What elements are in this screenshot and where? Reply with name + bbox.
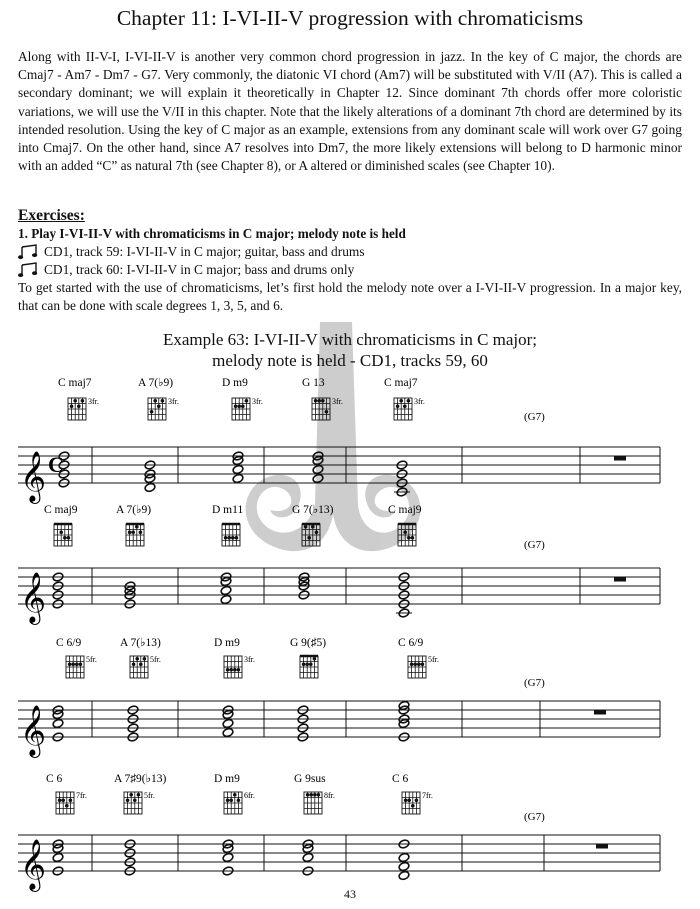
diagram-dot [314,399,318,403]
diagram-dot [139,662,143,666]
diagram-dot [69,798,73,802]
diagram-dot [237,404,241,408]
treble-clef: 𝄞 [20,706,47,755]
diagram-dot [407,536,411,540]
end-chord-label: (G7) [524,677,545,689]
fret-label: 3fr. [252,397,263,406]
chord-symbol: G 9(♯5) [290,637,327,649]
cd-track-text: CD1, track 60: I-VI-II-V in C major; bass and drums only [44,262,355,277]
diagram-dot [139,530,143,534]
diagram-dot [65,804,69,808]
diagram-dot [245,399,249,403]
diagram-dot [411,804,415,808]
diagram-dot [325,410,329,414]
whole-note [222,727,234,737]
diagram-dot [403,530,407,534]
diagram-dot [421,662,425,666]
example-title-line: melody note is held - CD1, tracks 59, 60 [212,351,488,370]
whole-note [220,585,232,595]
chord-symbol: D m9 [222,377,248,389]
end-chord-label: (G7) [524,411,545,423]
diagram-dot [411,536,415,540]
diagram-dot [241,404,245,408]
chord-symbol: C 6 [392,773,409,785]
chord-symbol: A 7(♭9) [138,377,174,389]
diagram-dot [71,662,75,666]
diagram-dot [157,404,161,408]
time-signature: C [48,452,64,477]
chord-symbol: C maj9 [44,504,78,516]
diagram-dot [132,662,136,666]
diagram-dot [77,404,81,408]
chord-symbol: C 6 [46,773,63,785]
fret-label: 3fr. [332,397,343,406]
whole-rest [596,844,608,849]
whole-note [398,861,410,871]
diagram-dot [306,793,310,797]
diagram-dot [231,536,235,540]
diagram-dot [305,662,309,666]
whole-note [232,464,244,474]
fret-label: 7fr. [76,791,87,800]
intro-text: Along with II-V-I, I-VI-II-V is another very common chord progression in jazz. In the key of C major, the chords are Cmaj7 - Am7 - Dm7 - G7. Very commonly, the diatonic VI chord (Am7) will be substituted with V/II (A7). This is called a secondary dominant; we will explain it theoretically in Chapter 12. Since dominant 7th chords offer more coloristic variations, we will use the V/II in this chapter. Note that the likely alterations of a dominant 7th chord are determined by its intended resolution. Using the key of C major as an example, extensions from any dominant scale will work over G7 going into Cmaj7. On the other hand, since A7 resolves into Dm7, the more likely extensions will belong to D harmonic minor with an added “C” as natural 7th (see Chapter 8), or A altered or diminished scales (see Chapter 10). [18,49,682,174]
exercises-heading: Exercises: [18,207,85,224]
fret-label: 3fr. [168,397,179,406]
whole-note [398,852,410,862]
diagram-dot [226,668,230,672]
example-title-line: Example 63: I-VI-II-V with chromaticisms in C major; [162,330,538,349]
chord-symbol: C maj7 [58,377,92,389]
diagram-dot [404,798,408,802]
diagram-dot [403,404,407,408]
diagram-dot [317,793,321,797]
whole-note [220,594,232,604]
whole-note [398,870,410,880]
diagram-dot [58,798,62,802]
page-title: Chapter 11: I-VI-II-V progression with chromaticisms [116,6,584,30]
diagram-dot [229,668,233,672]
treble-clef: 𝄞 [20,452,47,501]
whole-rest [594,710,606,715]
chord-symbol: D m9 [214,637,240,649]
diagram-dot [68,662,72,666]
diagram-dot [70,404,74,408]
diagram-dot [407,798,411,802]
end-chord-label: (G7) [524,811,545,823]
diagram-dot [63,536,67,540]
diagram-dot [307,536,311,540]
diagram-dot [81,399,85,403]
end-chord-label: (G7) [524,539,545,551]
whole-note [52,852,64,862]
fret-label: 3fr. [244,655,255,664]
whole-note [222,852,234,862]
chord-symbol: A 7♯9(♭13) [114,773,167,785]
diagram-dot [73,399,77,403]
whole-rest [614,456,626,461]
diagram-dot [229,798,233,802]
diagram-dot [413,662,417,666]
chord-symbol: C 6/9 [56,637,82,649]
diagram-dot [315,530,319,534]
treble-clef: 𝄞 [20,840,47,889]
diagram-dot [161,399,165,403]
chord-symbol: G 7(♭13) [292,504,334,516]
fret-label: 3fr. [414,397,425,406]
fret-label: 3fr. [88,397,99,406]
example-title [0,329,700,371]
diagram-dot [415,798,419,802]
cd-track-text: CD1, track 59: I-VI-II-V in C major; guitar, bass and drums [44,244,365,259]
whole-rest [614,577,626,582]
diagram-dot [59,530,63,534]
diagram-dot [133,798,137,802]
chord-symbol: C 6/9 [398,637,424,649]
diagram-dot [129,793,133,797]
diagram-dot [143,657,147,661]
diagram-dot [135,657,139,661]
whole-note [232,473,244,483]
diagram-dot [153,399,157,403]
diagram-dot [126,798,130,802]
diagram-dot [137,793,141,797]
diagram-dot [321,399,325,403]
diagram-dot [135,525,139,529]
diagram-dot [396,404,400,408]
diagram-dot [61,798,65,802]
diagram-dot [131,530,135,534]
diagram-dot [313,657,317,661]
diagram-dot [67,536,71,540]
diagram-dot [313,793,317,797]
diagram-dot [235,536,239,540]
fret-label: 5fr. [86,655,97,664]
chord-symbol: G 13 [302,377,325,389]
diagram-dot [399,399,403,403]
diagram-dot [237,668,241,672]
diagram-dot [309,662,313,666]
fret-label: 5fr. [144,791,155,800]
diagram-dot [317,399,321,403]
whole-note [222,718,234,728]
diagram-dot [237,798,241,802]
diagram-dot [410,662,414,666]
diagram-dot [233,668,237,672]
diagram-dot [311,525,315,529]
chord-symbol: D m11 [212,504,244,516]
fret-label: 7fr. [422,791,433,800]
treble-clef: 𝄞 [20,573,47,622]
diagram-dot [233,793,237,797]
chord-symbol: D m9 [214,773,240,785]
diagram-dot [227,536,231,540]
fret-label: 6fr. [244,791,255,800]
diagram-dot [309,793,313,797]
diagram-dot [75,662,79,666]
diagram-dot [128,530,132,534]
chord-symbol: C maj7 [384,377,418,389]
diagram-dot [407,399,411,403]
whole-note [302,852,314,862]
diagram-dot [302,662,306,666]
music-system [18,773,660,892]
whole-note [144,482,156,492]
fret-label: 5fr. [150,655,161,664]
diagram-dot [234,404,238,408]
diagram-dot [224,536,228,540]
diagram-dot [304,525,308,529]
whole-note [52,718,64,728]
fret-label: 5fr. [428,655,439,664]
diagram-dot [417,662,421,666]
chord-symbol: A 7(♭9) [116,504,152,516]
chord-symbol: A 7(♭13) [120,637,161,649]
diagram-dot [79,662,83,666]
chord-symbol: G 9sus [294,773,326,785]
music-system [18,637,660,758]
diagram-dot [150,410,154,414]
chord-symbol: C maj9 [388,504,422,516]
exercise-1-heading: 1. Play I-VI-II-V with chromaticisms in C major; melody note is held [18,226,406,241]
page-number: 43 [344,887,356,901]
body-paragraph: To get started with the use of chromaticisms, let’s first hold the melody note over a I-VI-II-V progression. In a major key, that can be done with scale degrees 1, 3, 5, and 6. [18,280,682,314]
diagram-dot [226,798,230,802]
fret-label: 8fr. [324,791,335,800]
